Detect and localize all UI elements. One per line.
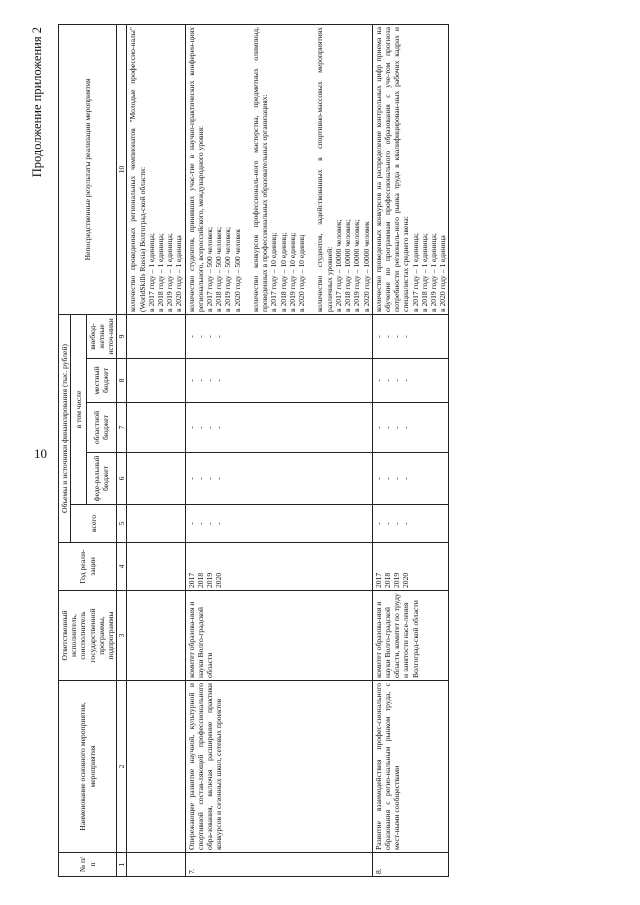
row-total: - - - - [185, 505, 372, 543]
row-local: - - - - [372, 359, 449, 403]
header-row-1 [59, 25, 71, 877]
row-federal: - - - - [185, 453, 372, 505]
col-num: 10 [117, 25, 127, 315]
row-federal [127, 453, 185, 505]
row-results: количество студентов, принявших учас-тие в научно-практических конферен-циях регионального, всероссийского, международного уровня: в 2017 году – 500 человек; в 2018 году – 500 человек; в 2019 году – 500 человек; в 2020 году – 500 человек количество конкурсов профессиональ-ного мастерства, предметных олимпиад, проведенных в профессиональных образовательных организациях: в 2017 году – 10 единиц; в 2018 году – 10 единиц; в 2019 году – 10 единиц; в 2020 году – 10 единиц количество студентов, задействованных в спортивно-массовых мероприятиях различных уровней: в 2017 году – 10000 человек; в 2018 году – 10000 человек; в 2019 году – 10000 человек; в 2020 году – 10000 человек [185, 25, 372, 315]
header-local: местный бюджет [86, 359, 117, 403]
row-executor: комитет образова-ния и науки Волго-градской области [185, 591, 372, 681]
row-local: - - - - [185, 359, 372, 403]
header-total: всего [71, 505, 117, 543]
header-no: № п/п [59, 853, 117, 877]
row-name [127, 681, 185, 853]
header-year: Год реали-зации [59, 543, 117, 591]
row-results: количество проведенных конкурсов на распределение контрольных цифр приема на обучение по программам профессионального образования с уче-том прогноза потребности региональ-ного рынка труда в квалифицирован-ных рабочих кадрах и специалистах среднего звена: в 2017 году – 1 единица; в 2018 году – 1 единица; в 2019 году – 1 единица; в 2020 году – 1 единица [372, 25, 449, 315]
row-regional: - - - - [372, 403, 449, 453]
row-local [127, 359, 185, 403]
row-years [127, 543, 185, 591]
col-num: 9 [117, 315, 127, 359]
col-num: 3 [117, 591, 127, 681]
header-results: Непосредственные результаты реализации мероприятия [59, 25, 117, 315]
page-number: 10 [34, 446, 47, 461]
row-regional: - - - - [185, 403, 372, 453]
row-extra: - - - - [372, 315, 449, 359]
header-executor: Ответственный исполнитель, соисполнитель государственной программы, подпрограммы [59, 591, 117, 681]
header-regional: областной бюджет [86, 403, 117, 453]
header-federal: феде-ральный бюджет [86, 453, 117, 505]
row-regional [127, 403, 185, 453]
row-executor: комитет образова-ния и науки Волго-градской области, комитет по труду и занятости насе-ления Волгоград-ской области [372, 591, 449, 681]
row-total: - - - - [372, 505, 449, 543]
table-row [185, 25, 372, 877]
col-num: 7 [117, 403, 127, 453]
row-results: количество проведенных региональных чемпионатов "Молодые профессио-налы" (WorldSkills Russia) Волгоград-ской области: в 2017 году – 1 единица; в 2018 году – 1 единица; в 2019 году – 1 единица; в 2020 году – 1 единица [127, 25, 185, 315]
column-number-row [117, 25, 127, 877]
table-row [372, 25, 449, 877]
program-table [58, 24, 449, 877]
row-total [127, 505, 185, 543]
header-name: Наименование основного мероприятия, мероприятия [59, 681, 117, 853]
col-num: 6 [117, 453, 127, 505]
table-row [127, 25, 185, 877]
col-num: 1 [117, 853, 127, 877]
row-extra [127, 315, 185, 359]
row-name: Опережающее развитие научной, культурной и спортивной состав-ляющей профессионального обра-зования, включая расширение практики конкурсов и сезонных школ, сетевых проектов [185, 681, 372, 853]
header-including: в том числе [71, 315, 86, 505]
col-num: 8 [117, 359, 127, 403]
col-num: 5 [117, 505, 127, 543]
row-name: Развитие взаимодействия профес-сионального образования с регио-нальным рынком труда, с мест-ными сообществами [372, 681, 449, 853]
header-funding: Объемы и источники финансирования (тыс. рублей) [59, 315, 71, 543]
row-years: 2017 2018 2019 2020 [372, 543, 449, 591]
col-num: 2 [117, 681, 127, 853]
col-num: 4 [117, 543, 127, 591]
header-extra: внебюд-жетные источ-ники [86, 315, 117, 359]
row-no: 7. [185, 853, 372, 877]
row-extra: - - - - [185, 315, 372, 359]
row-no: 8. [372, 853, 449, 877]
row-years: 2017 2018 2019 2020 [185, 543, 372, 591]
row-no [127, 853, 185, 877]
row-federal: - - - - [372, 453, 449, 505]
row-executor [127, 591, 185, 681]
appendix-title: Продолжение приложения 2 [30, 27, 44, 178]
